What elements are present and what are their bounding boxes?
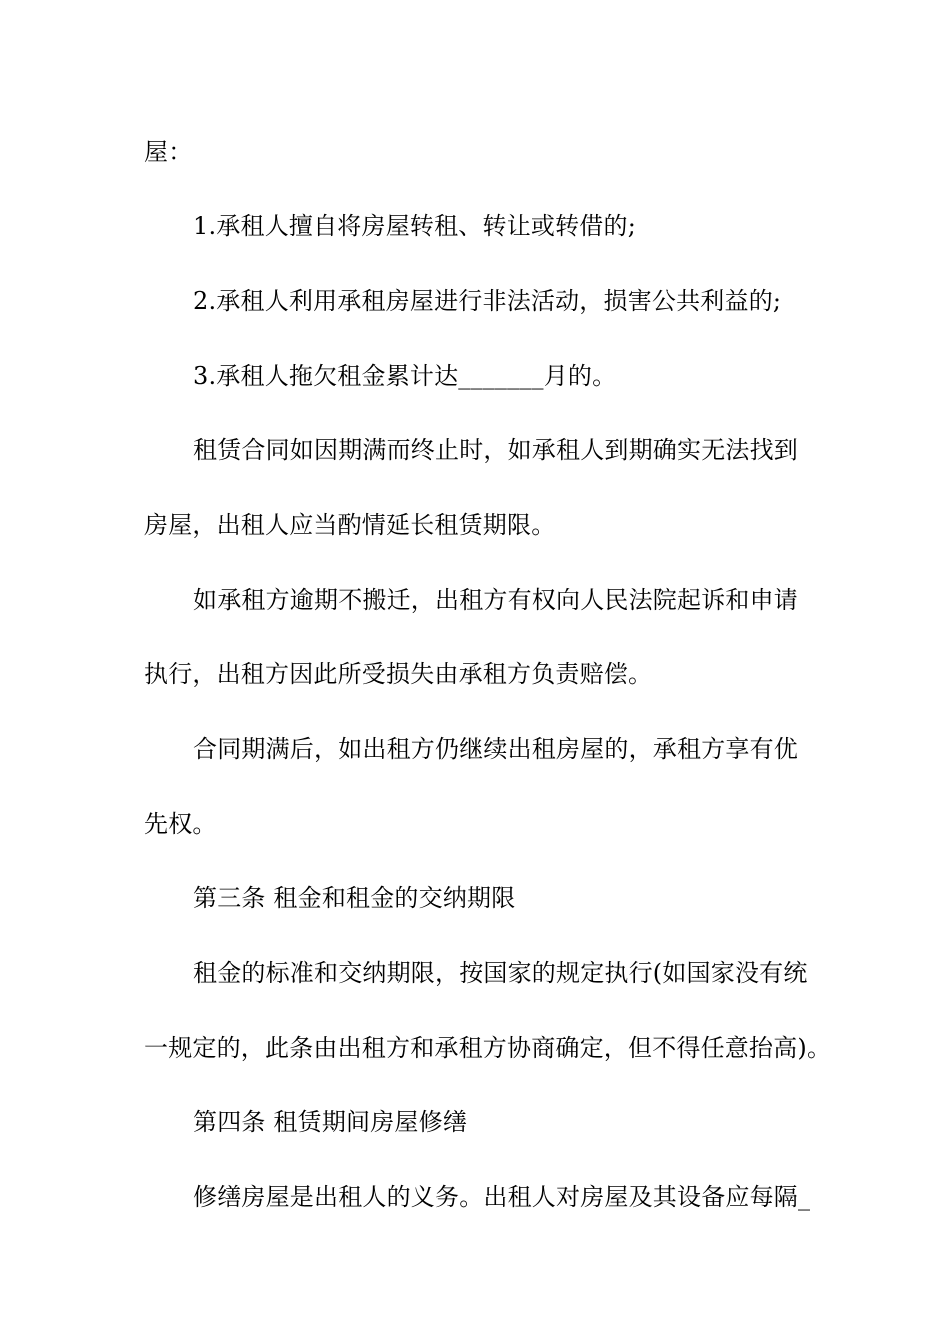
paragraph-overdue-line-2: 执行，出租方因此所受损失由承租方负责赔偿。 (144, 660, 653, 688)
article-3-body-line-1: 租金的标准和交纳期限，按国家的规定执行(如国家没有统 (193, 959, 808, 987)
paragraph-expiry-line-1: 租赁合同如因期满而终止时，如承租人到期确实无法找到 (193, 436, 798, 464)
paragraph-overdue-line-1: 如承租方逾期不搬迁，出租方有权向人民法院起诉和申请 (193, 586, 798, 614)
list-item-2: 2.承租人利用承租房屋进行非法活动，损害公共利益的; (193, 287, 782, 315)
article-3-body-line-2: 一规定的，此条由出租方和承租方协商确定，但不得任意抬高)。 (144, 1034, 832, 1062)
list-item-1: 1.承租人擅自将房屋转租、转让或转借的; (193, 212, 636, 240)
paragraph-expiry-line-2: 房屋，出租人应当酌情延长租赁期限。 (144, 511, 556, 539)
text-line-continuation: 屋： (144, 138, 193, 166)
article-4-heading: 第四条 租赁期间房屋修缮 (193, 1108, 468, 1136)
list-item-3: 3.承租人拖欠租金累计达_______月的。 (193, 362, 617, 390)
article-3-heading: 第三条 租金和租金的交纳期限 (193, 884, 516, 912)
paragraph-priority-line-2: 先权。 (144, 810, 217, 838)
article-4-body-line-1: 修缮房屋是出租人的义务。出租人对房屋及其设备应每隔_ (193, 1183, 811, 1211)
paragraph-priority-line-1: 合同期满后，如出租方仍继续出租房屋的，承租方享有优 (193, 735, 798, 763)
